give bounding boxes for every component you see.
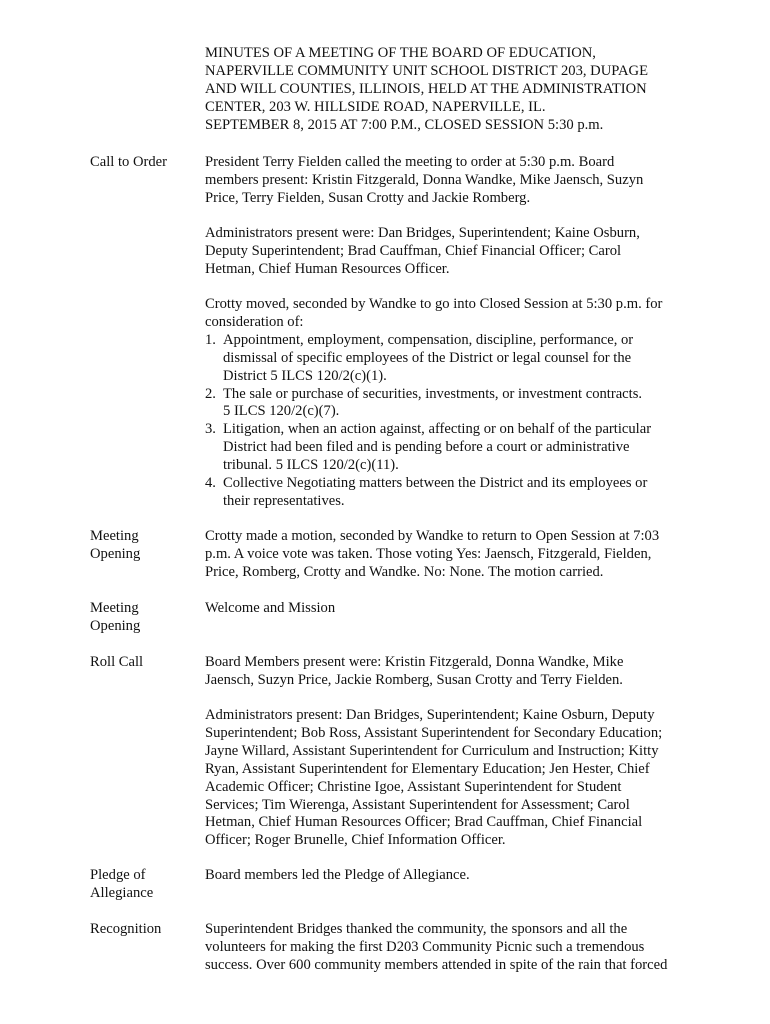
text-line: Administrators present: Dan Bridges, Superintendent; Kaine Osburn, Deputy — [205, 707, 655, 723]
text-line: Ryan, Assistant Superintendent for Elementary Education; Jen Hester, Chief — [205, 760, 650, 777]
text-line: Deputy Superintendent; Brad Cauffman, Chief Financial Officer; Carol — [205, 242, 622, 259]
text-line: Board Members present were: Kristin Fitzgerald, Donna Wandke, Mike — [205, 654, 624, 670]
meeting-opening-welcome-body — [205, 600, 695, 618]
text-line: Services; Tim Wierenga, Assistant Superintendent for Assessment; Carol — [205, 796, 630, 813]
text-line: success. Over 600 community members attended in spite of the rain that forced — [205, 956, 668, 973]
list-item — [205, 332, 695, 350]
list-number: 2. — [205, 385, 216, 402]
list-number: 1. — [205, 331, 216, 348]
roll-call-body — [205, 654, 695, 690]
text-line: Officer; Roger Brunelle, Chief Information Officer. — [205, 832, 506, 849]
label-line: Meeting — [90, 600, 139, 616]
text-line: p.m. A voice vote was taken. Those voting Yes: Jaensch, Fitzgerald, Fielden, — [205, 545, 652, 562]
list-text: Litigation, when an action against, affecting or on behalf of the particular — [223, 421, 652, 438]
text-line: Crotty moved, seconded by Wandke to go into Closed Session at 5:30 p.m. for — [205, 296, 663, 312]
meeting-opening-body — [205, 528, 695, 582]
text-line: Price, Romberg, Crotty and Wandke. No: None. The motion carried. — [205, 563, 604, 580]
title-line: CENTER, 203 W. HILLSIDE ROAD, NAPERVILLE, IL. — [205, 98, 546, 115]
section-label-call-to-order: Call to Order — [90, 154, 168, 170]
text-line: Jayne Willard, Assistant Superintendent for Curriculum and Instruction; Kitty — [205, 742, 659, 759]
list-continuation: District had been filed and is pending before a court or administrative — [223, 439, 630, 456]
text-line: President Terry Fielden called the meeting to order at 5:30 p.m. Board — [205, 154, 615, 170]
list-continuation: their representatives. — [223, 492, 345, 509]
section-label-roll-call: Roll Call — [90, 654, 144, 670]
text-line: Superintendent; Bob Ross, Assistant Superintendent for Secondary Education; — [205, 724, 663, 741]
text-line: Jaensch, Suzyn Price, Jackie Romberg, Susan Crotty and Terry Fielden. — [205, 671, 623, 688]
label-line: Meeting — [90, 528, 139, 544]
text-line: Crotty made a motion, seconded by Wandke to return to Open Session at 7:03 — [205, 528, 660, 544]
text-line: members present: Kristin Fitzgerald, Donna Wandke, Mike Jaensch, Suzyn — [205, 171, 644, 188]
list-continuation: dismissal of specific employees of the District or legal counsel for the — [223, 349, 632, 366]
closed-session-body — [205, 296, 695, 511]
list-item — [205, 475, 695, 493]
list-text: The sale or purchase of securities, investments, or investment contracts. — [223, 385, 643, 402]
text-line: Superintendent Bridges thanked the community, the sponsors and all the — [205, 921, 628, 937]
title-line: MINUTES OF A MEETING OF THE BOARD OF EDUCATION, — [205, 45, 596, 61]
label-line: Allegiance — [90, 884, 154, 901]
list-item — [205, 386, 695, 404]
title-line: NAPERVILLE COMMUNITY UNIT SCHOOL DISTRICT 203, DUPAGE — [205, 62, 649, 79]
list-continuation: District 5 ILCS 120/2(c)(1). — [223, 367, 387, 384]
roll-call-administrators-body — [205, 707, 695, 850]
list-number: 3. — [205, 421, 216, 438]
title-line: AND WILL COUNTIES, ILLINOIS, HELD AT THE ADMINISTRATION — [205, 80, 647, 97]
list-text: Collective Negotiating matters between the District and its employees or — [223, 475, 648, 492]
section-label-meeting-opening — [90, 528, 195, 564]
list-item — [205, 421, 695, 439]
administrators-body — [205, 225, 695, 279]
call-to-order-body — [205, 154, 695, 208]
text-line: Administrators present were: Dan Bridges, Superintendent; Kaine Osburn, — [205, 225, 640, 241]
label-line: Pledge of — [90, 867, 146, 883]
recognition-body — [205, 921, 695, 975]
text-line: consideration of: — [205, 313, 304, 330]
text-line: Academic Officer; Christine Igoe, Assistant Superintendent for Student — [205, 778, 622, 795]
text-line: Hetman, Chief Human Resources Officer. — [205, 260, 450, 277]
list-continuation: 5 ILCS 120/2(c)(7). — [223, 403, 340, 420]
list-continuation: tribunal. 5 ILCS 120/2(c)(11). — [223, 457, 399, 474]
pledge-body — [205, 867, 695, 885]
text-line: Hetman, Chief Human Resources Officer; Brad Cauffman, Chief Financial — [205, 814, 643, 831]
text-line: Welcome and Mission — [205, 600, 336, 616]
label-line: Opening — [90, 545, 141, 562]
list-text: Appointment, employment, compensation, discipline, performance, or — [223, 331, 634, 348]
section-label-recognition: Recognition — [90, 921, 162, 937]
document-title — [205, 45, 685, 135]
section-label-pledge — [90, 867, 195, 903]
list-number: 4. — [205, 475, 216, 492]
title-line: SEPTEMBER 8, 2015 AT 7:00 P.M., CLOSED SESSION 5:30 p.m. — [205, 116, 604, 133]
section-label-meeting-opening — [90, 600, 195, 636]
text-line: volunteers for making the first D203 Community Picnic such a tremendous — [205, 938, 645, 955]
label-line: Opening — [90, 617, 141, 634]
text-line: Board members led the Pledge of Allegiance. — [205, 867, 470, 883]
text-line: Price, Terry Fielden, Susan Crotty and Jackie Romberg. — [205, 189, 531, 206]
